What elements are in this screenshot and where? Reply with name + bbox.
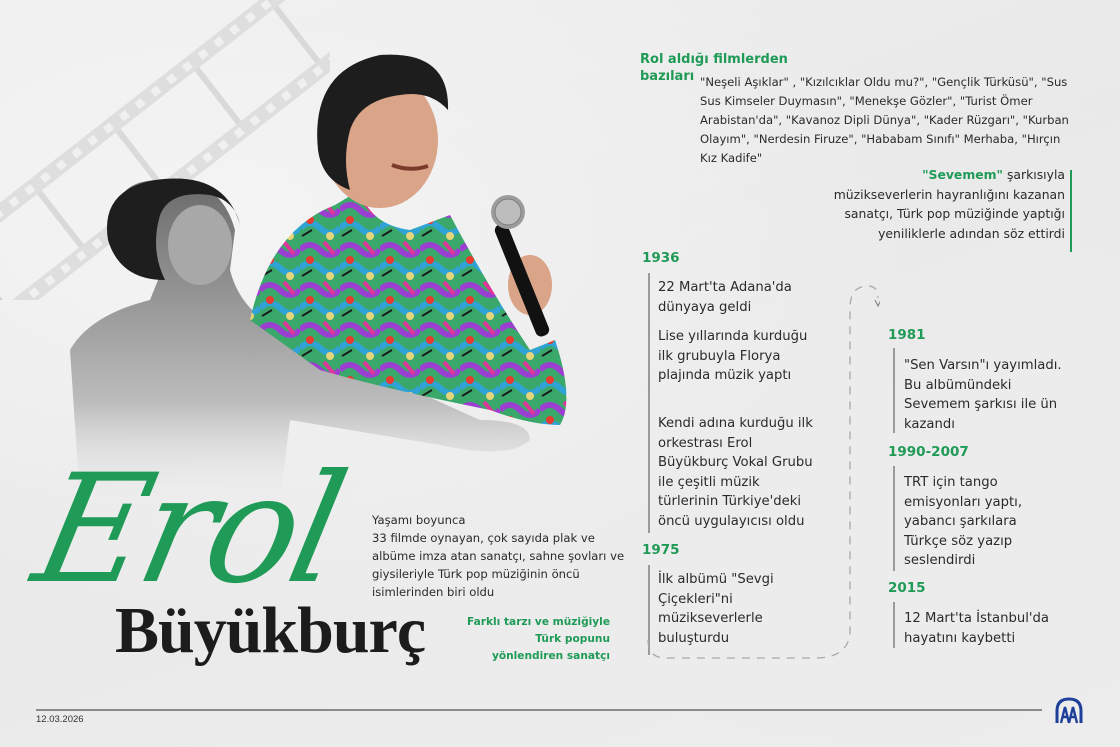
publish-date: 12.03.2026 [36,714,84,725]
intro-line1: Yaşamı boyunca [372,513,466,527]
timeline-event: İlk albümü "Sevgi Çiçekleri"ni müzikseverlerle buluşturdu [658,572,774,646]
tagline [440,614,610,665]
timeline-bar [893,602,895,648]
aa-logo-icon [1053,695,1085,727]
first-name-script: Erol [21,443,354,617]
timeline-year-1975: 1975 [642,542,680,558]
timeline-year-1936: 1936 [642,250,680,266]
timeline-event: "Sen Varsın"ı yayımladı. Bu albümündeki Sevemem şarkısı ile ün kazandı [904,358,1062,432]
tagline-line1: Farklı tarzı ve müziğiyle [467,616,610,628]
films-heading-line1: Rol aldığı filmlerden [640,52,788,67]
timeline-event: 12 Mart'ta İstanbul'da hayatını kaybetti [904,611,1049,646]
quote-highlight: "Sevemem" [922,167,1004,182]
films-heading-line2: bazıları [640,69,695,84]
timeline-event: TRT için tango emisyonları yaptı, yabancı şarkılara Türkçe söz yazıp seslendirdi [904,475,1023,568]
timeline-year-1981: 1981 [888,327,926,343]
intro-rest: 33 filmde oynayan, çok sayıda plak ve albüme imza atan sanatçı, sahne şovları ve giysileriyle Türk pop müziğinin öncü isimlerinden biri oldu [372,531,625,599]
intro-text [372,511,632,601]
timeline-event: 22 Mart'ta Adana'da dünyaya geldi [658,280,792,315]
films-list: "Neşeli Aşıklar" , "Kızılcıklar Oldu mu?", "Gençlik Türküsü", "Sus Sus Kimseler Duymasın", "Menekşe Gözler", "Turist Ömer Arabistan'da", "Kavanoz Dipli Dünya", "Kader Rüzgarı", "Kurban Olayım", "Nerdesin Firuze", "Hababam Sınıfı" Merhaba, "Hırçın Kız Kadife" [700,75,1069,165]
quote-accent-bar [1070,170,1072,252]
last-name-title: Büyükburç [115,594,426,667]
timeline-year-2015: 2015 [888,580,926,596]
timeline-bar [893,348,895,433]
tagline-line2: Türk popunu [535,633,610,645]
tagline-line3: yönlendiren sanatçı [491,650,610,662]
footer-divider [36,709,1042,711]
timeline-event: Kendi adına kurduğu ilk orkestrası Erol Büyükburç Vokal Grubu ile çeşitli müzik türlerinin Türkiye'deki öncü uygulayıcısı oldu [658,416,813,529]
timeline-event: Lise yıllarında kurduğu ilk grubuyla Florya plajında müzik yaptı [658,329,808,383]
artist-photo-composite [60,40,600,500]
timeline-bar [893,466,895,571]
timeline-connector [640,280,880,665]
sevemem-quote [820,165,1065,243]
quote-text: şarkısıyla müzikseverlerin hayranlığını kazanan sanatçı, Türk pop müziğinde yaptığı yeniliklerle adından söz ettirdi [833,167,1065,241]
timeline-year-1990-2007: 1990-2007 [888,444,969,460]
